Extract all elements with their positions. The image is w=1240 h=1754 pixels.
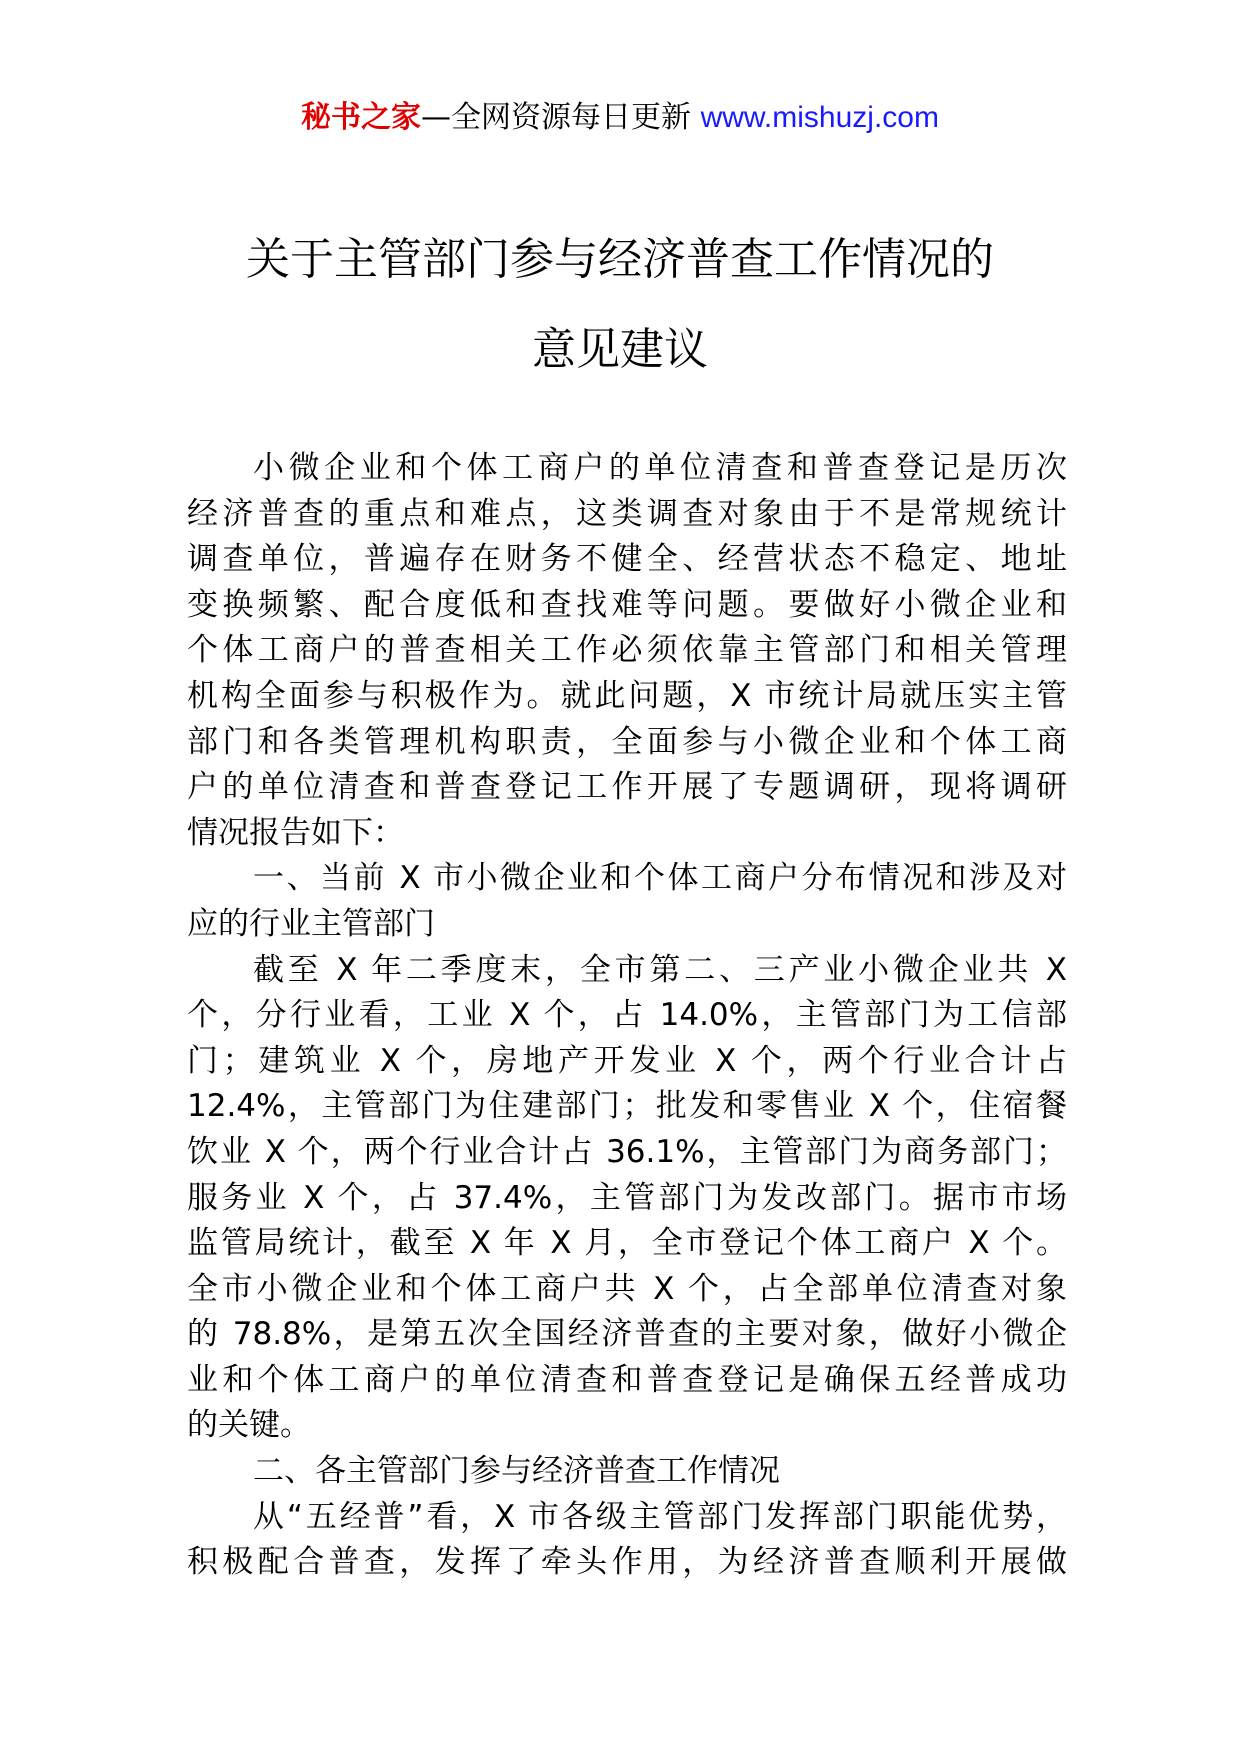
- body-line: 情况报告如下：: [187, 814, 404, 851]
- site-tagline: —全网资源每日更新: [421, 100, 692, 135]
- document-title-line-2: 意见建议: [532, 324, 708, 375]
- body-line: 门；建筑业 X 个，房地产开发业 X 个，两个行业合计占: [187, 1042, 1067, 1079]
- site-url-link[interactable]: www.mishuzj.com: [700, 101, 939, 134]
- body-line: 饮业 X 个，两个行业合计占 36.1%，主管部门为商务部门；: [187, 1133, 1067, 1170]
- body-line: 业和个体工商户的单位清查和普查登记是确保五经普成功: [187, 1361, 1067, 1398]
- body-line: 个体工商户的普查相关工作必须依靠主管部门和相关管理: [187, 632, 1067, 669]
- body-line: 的关键。: [187, 1407, 311, 1444]
- section-heading-1-cont: 应的行业主管部门: [187, 905, 435, 942]
- body-line: 截至 X 年二季度末，全市第二、三产业小微企业共 X: [253, 951, 1067, 988]
- body-line: 监管局统计，截至 X 年 X 月，全市登记个体工商户 X 个。: [187, 1225, 1067, 1262]
- body-line: 积极配合普查，发挥了牵头作用，为经济普查顺利开展做: [187, 1544, 1067, 1581]
- body-line: 12.4%，主管部门为住建部门；批发和零售业 X 个，住宿餐: [187, 1088, 1067, 1125]
- body-line: 个，分行业看，工业 X 个，占 14.0%，主管部门为工信部: [187, 997, 1067, 1034]
- body-line: 部门和各类管理机构职责，全面参与小微企业和个体工商: [187, 723, 1067, 760]
- body-line: 小微企业和个体工商户的单位清查和普查登记是历次: [253, 450, 1067, 486]
- body-line: 经济普查的重点和难点，这类调查对象由于不是常规统计: [187, 495, 1067, 532]
- body-line: 服务业 X 个，占 37.4%，主管部门为发改部门。据市市场: [187, 1179, 1067, 1216]
- body-line: 的 78.8%，是第五次全国经济普查的主要对象，做好小微企: [187, 1316, 1067, 1353]
- body-line: 全市小微企业和个体工商户共 X 个，占全部单位清查对象: [187, 1270, 1067, 1307]
- section-heading-1: 一、当前 X 市小微企业和个体工商户分布情况和涉及对: [253, 860, 1067, 897]
- site-brand: 秘书之家: [301, 100, 422, 135]
- body-line: 机构全面参与积极作为。就此问题，X 市统计局就压实主管: [187, 677, 1067, 714]
- body-line: 变换频繁、配合度低和查找难等问题。要做好小微企业和: [187, 586, 1067, 623]
- section-heading-2: 二、各主管部门参与经济普查工作情况: [253, 1453, 780, 1490]
- body-line: 户的单位清查和普查登记工作开展了专题调研，现将调研: [187, 769, 1067, 806]
- body-line: 调查单位，普遍存在财务不健全、经营状态不稳定、地址: [187, 541, 1067, 578]
- site-header: [0, 98, 1240, 138]
- document-body: [187, 446, 1067, 1586]
- body-line: 从“五经普”看，X 市各级主管部门发挥部门职能优势，: [253, 1498, 1067, 1535]
- document-title-line-1: 关于主管部门参与经济普查工作情况的: [246, 234, 994, 285]
